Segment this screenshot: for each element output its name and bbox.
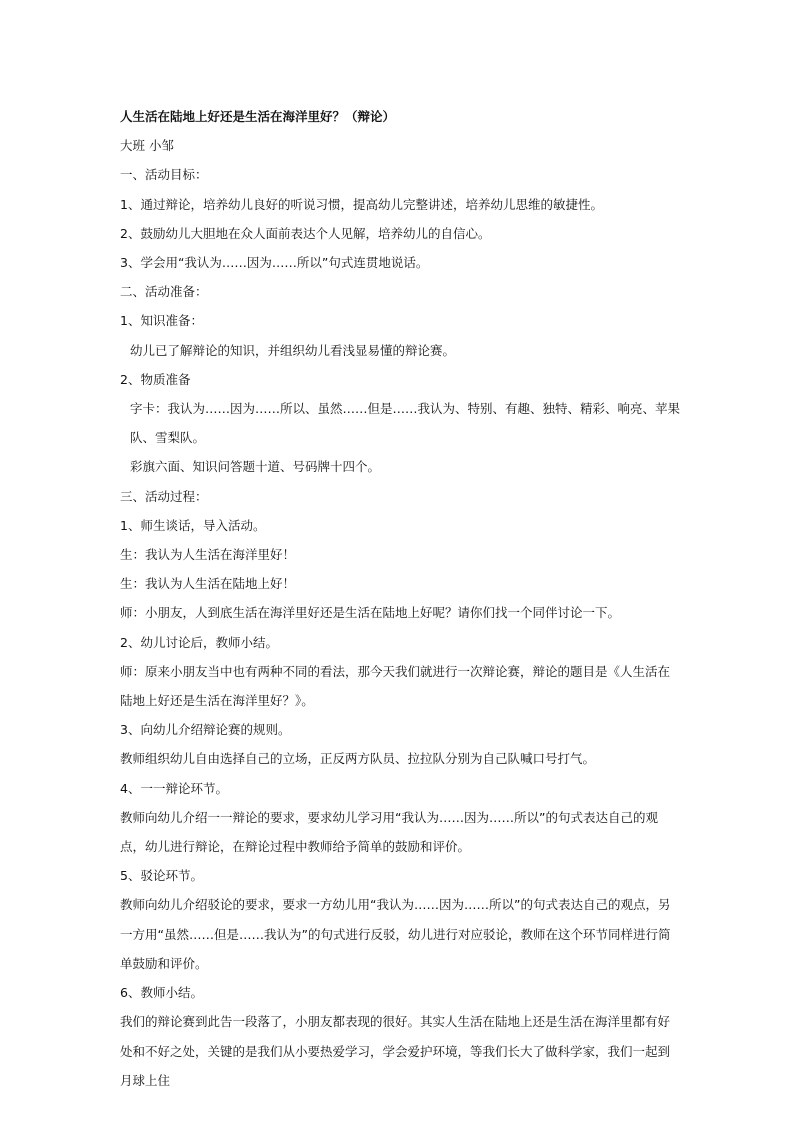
- document-subtitle: 大班 小邹: [120, 138, 174, 154]
- paragraph: 我们的辩论赛到此告一段落了，小朋友都表现的很好。其实人生活在陆地上还是生活在海洋里都有好处和不好之处，关键的是我们从小要热爱学习，学会爱护环境，等我们长大了做科学家，我们一起到月球上住: [120, 1014, 671, 1088]
- paragraph: 4、一一辩论环节。: [120, 780, 228, 796]
- paragraph: 5、驳论环节。: [120, 868, 203, 884]
- section-heading: 一、活动目标：: [120, 167, 208, 183]
- section-heading: 二、活动准备：: [120, 284, 208, 300]
- paragraph: 2、鼓励幼儿大胆地在众人面前表达个人见解，培养幼儿的自信心。: [120, 225, 491, 241]
- paragraph: 字卡：我认为……因为……所以、虽然……但是……我认为、特别、有趣、独特、精彩、响亮、苹果队、雪梨队。: [130, 401, 681, 446]
- paragraph: 生：我认为人生活在海洋里好！: [120, 547, 296, 563]
- paragraph: 1、师生谈话，导入活动。: [120, 517, 266, 533]
- paragraph: 3、向幼儿介绍辩论赛的规则。: [120, 722, 291, 738]
- paragraph: 生：我认为人生活在陆地上好！: [120, 576, 296, 592]
- paragraph: 师：小朋友，人到底生活在海洋里好还是生活在陆地上好呢？请你们找一个同伴讨论一下。: [120, 605, 621, 621]
- document-body: [120, 102, 680, 1095]
- paragraph: 师：原来小朋友当中也有两种不同的看法，那今天我们就进行一次辩论赛，辩论的题目是《人生活在陆地上好还是生活在海洋里好？》。: [120, 663, 671, 709]
- paragraph: 教师向幼儿介绍一一辩论的要求，要求幼儿学习用“我认为……因为……所以”的句式表达自己的观点，幼儿进行辩论，在辩论过程中教师给予简单的鼓励和评价。: [120, 809, 658, 855]
- paragraph: 2、幼儿讨论后，教师小结。: [120, 634, 278, 650]
- paragraph: 6、教师小结。: [120, 985, 203, 1001]
- paragraph: 彩旗六面、知识问答题十道、号码牌十四个。: [130, 459, 381, 475]
- document-title: 人生活在陆地上好还是生活在海洋里好？（辩论）: [120, 109, 396, 124]
- paragraph: 2、物质准备: [120, 371, 191, 387]
- paragraph: 幼儿已了解辩论的知识，并组织幼儿看浅显易懂的辩论赛。: [130, 342, 456, 358]
- paragraph: 教师组织幼儿自由选择自己的立场，正反两方队员、拉拉队分别为自己队喊口号打气。: [120, 751, 596, 767]
- paragraph: 1、知识准备：: [120, 313, 203, 329]
- section-heading: 三、活动过程：: [120, 488, 208, 504]
- paragraph: 3、学会用“我认为……因为……所以”句式连贯地说话。: [120, 255, 429, 271]
- paragraph: 1、通过辩论，培养幼儿良好的听说习惯，提高幼儿完整讲述，培养幼儿思维的敏捷性。: [120, 196, 603, 212]
- paragraph: 教师向幼儿介绍驳论的要求，要求一方幼儿用“我认为……因为……所以”的句式表达自己的观点，另一方用“虽然……但是……我认为”的句式进行反驳，幼儿进行对应驳论，教师在这个环节同样进行简单鼓励和评价。: [120, 897, 671, 971]
